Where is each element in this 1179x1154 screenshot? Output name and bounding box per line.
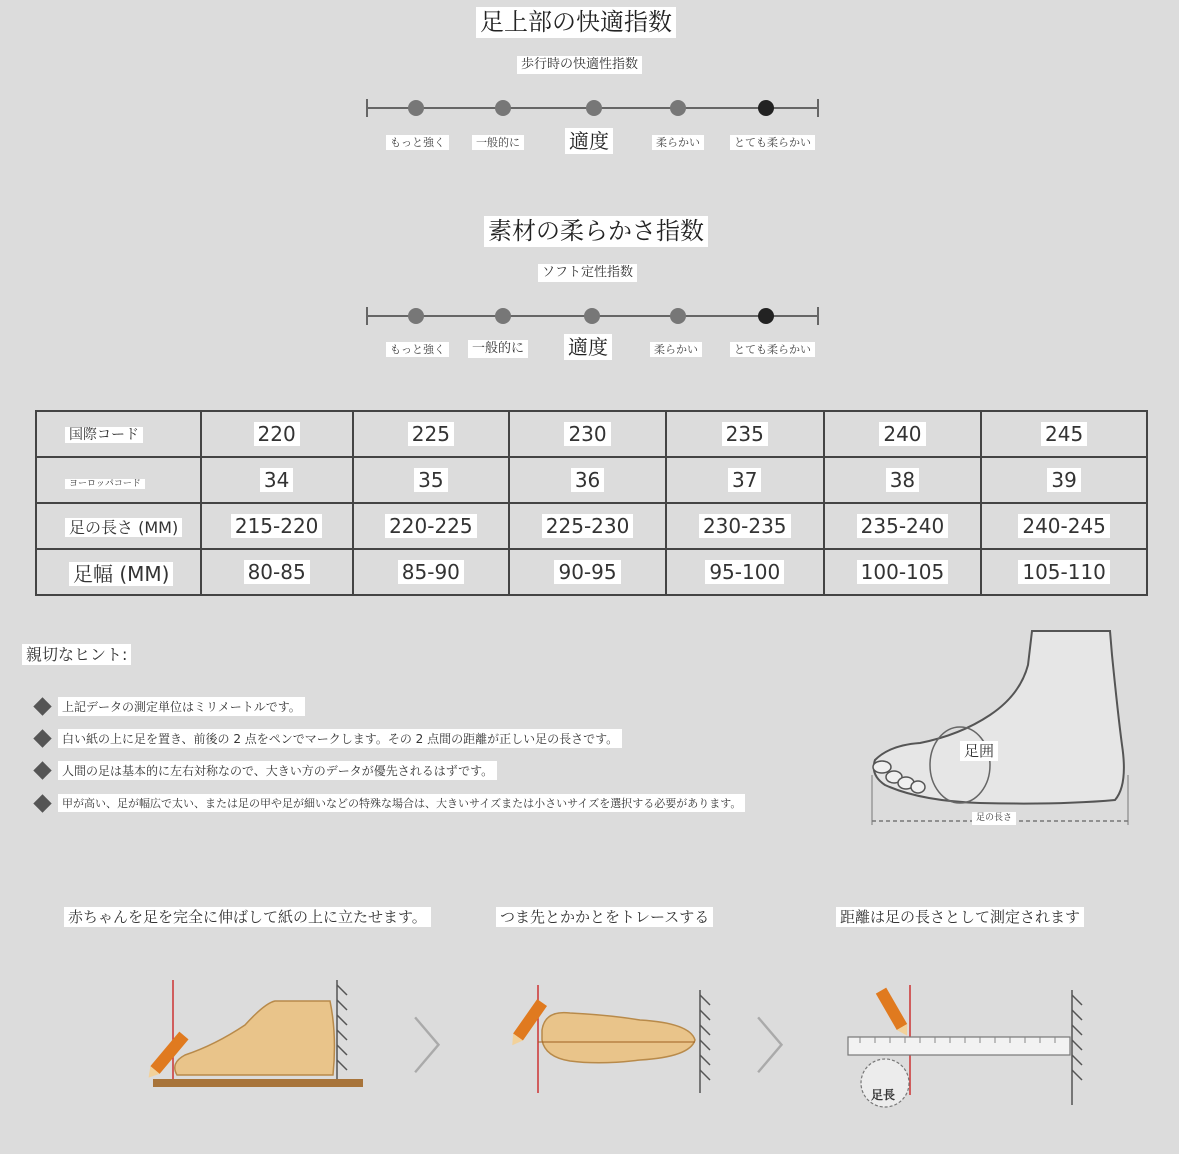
row-header: 足の長さ (MM)	[65, 518, 182, 537]
table-cell: 34	[260, 468, 293, 492]
chevron-right-icon: 〉	[412, 1013, 472, 1083]
upper-comfort-scale	[366, 93, 819, 123]
diamond-bullet-icon	[33, 761, 51, 779]
table-cell: 220	[254, 422, 300, 446]
table-cell: 36	[571, 468, 604, 492]
table-cell: 230	[564, 422, 610, 446]
table-cell: 38	[886, 468, 919, 492]
row-header: ヨーロッパコード	[65, 479, 145, 489]
chevron-right-icon: 〉	[755, 1013, 815, 1083]
scale-dot-selected	[758, 100, 774, 116]
scale-dot	[586, 100, 602, 116]
table-cell: 37	[728, 468, 761, 492]
table-cell: 220-225	[385, 514, 477, 538]
table-cell: 90-95	[554, 560, 620, 584]
table-cell: 235-240	[857, 514, 949, 538]
table-cell: 235	[722, 422, 768, 446]
material-softness-subtitle: ソフト定性指数	[538, 264, 637, 282]
material-label-4: 柔らかい	[650, 342, 702, 357]
table-row-foot-width	[36, 549, 1147, 595]
table-cell: 225	[408, 422, 454, 446]
table-cell: 85-90	[398, 560, 464, 584]
table-cell: 225-230	[542, 514, 634, 538]
material-label-1: もっと強く	[386, 342, 449, 357]
row-header: 国際コード	[65, 427, 143, 443]
table-cell: 215-220	[231, 514, 323, 538]
table-row-eu-code	[36, 457, 1147, 503]
step-1-caption: 赤ちゃんを足を完全に伸ばして紙の上に立たせます。	[64, 907, 431, 927]
table-cell: 245	[1041, 422, 1087, 446]
table-row-intl-code	[36, 411, 1147, 457]
table-cell: 95-100	[705, 560, 784, 584]
upper-label-2: 一般的に	[472, 135, 524, 150]
scale-dot	[670, 308, 686, 324]
material-label-3: 適度	[564, 334, 612, 360]
table-cell: 230-235	[699, 514, 791, 538]
scale-dot	[670, 100, 686, 116]
table-cell: 100-105	[857, 560, 949, 584]
diamond-bullet-icon	[33, 794, 51, 812]
tip-text: 甲が高い、足が幅広で太い、または足の甲や足が細いなどの特殊な場合は、大きいサイズまたは小さいサイズを選択する必要があります。	[58, 794, 745, 812]
table-cell: 240-245	[1018, 514, 1110, 538]
scale-dot	[584, 308, 600, 324]
step-3-caption: 距離は足の長さとして測定されます	[836, 907, 1084, 927]
scale-dot	[495, 100, 511, 116]
step-1-illustration	[125, 975, 365, 1095]
scale-dot	[408, 100, 424, 116]
table-cell: 105-110	[1018, 560, 1110, 584]
length-label: 足の長さ	[972, 812, 1016, 825]
table-row-foot-length	[36, 503, 1147, 549]
foot-measurement-diagram	[860, 625, 1140, 835]
table-cell: 35	[414, 468, 447, 492]
upper-label-1: もっと強く	[386, 135, 449, 150]
material-label-5: とても柔らかい	[730, 342, 815, 357]
tip-text: 白い紙の上に足を置き、前後の 2 点をペンでマークします。その 2 点間の距離が正しい足の長さです。	[58, 729, 622, 748]
row-header: 足幅 (MM)	[69, 562, 173, 586]
table-cell: 80-85	[244, 560, 310, 584]
girth-label: 足囲	[960, 741, 998, 761]
step-2-caption: つま先とかかとをトレースする	[496, 907, 713, 927]
tip-text: 上記データの測定単位はミリメートルです。	[58, 697, 305, 716]
material-softness-scale	[366, 301, 819, 331]
table-cell: 240	[879, 422, 925, 446]
step-2-illustration	[490, 985, 720, 1095]
size-chart-table	[35, 410, 1148, 596]
upper-label-5: とても柔らかい	[730, 135, 815, 150]
scale-dot	[495, 308, 511, 324]
scale-dot	[408, 308, 424, 324]
tip-text: 人間の足は基本的に左右対称なので、大きい方のデータが優先されるはずです。	[58, 761, 497, 780]
material-softness-title: 素材の柔らかさ指数	[484, 216, 708, 247]
upper-comfort-title: 足上部の快適指数	[476, 7, 676, 38]
foot-length-stamp-label: 足長	[871, 1088, 896, 1102]
scale-dot-selected	[758, 308, 774, 324]
upper-comfort-subtitle: 歩行時の快適性指数	[517, 56, 642, 74]
diamond-bullet-icon	[33, 729, 51, 747]
table-cell: 39	[1047, 468, 1080, 492]
diamond-bullet-icon	[33, 697, 51, 715]
tips-heading: 親切なヒント:	[22, 644, 131, 665]
upper-label-3: 適度	[565, 128, 613, 154]
material-label-2: 一般的に	[468, 340, 528, 358]
upper-label-4: 柔らかい	[652, 135, 704, 150]
